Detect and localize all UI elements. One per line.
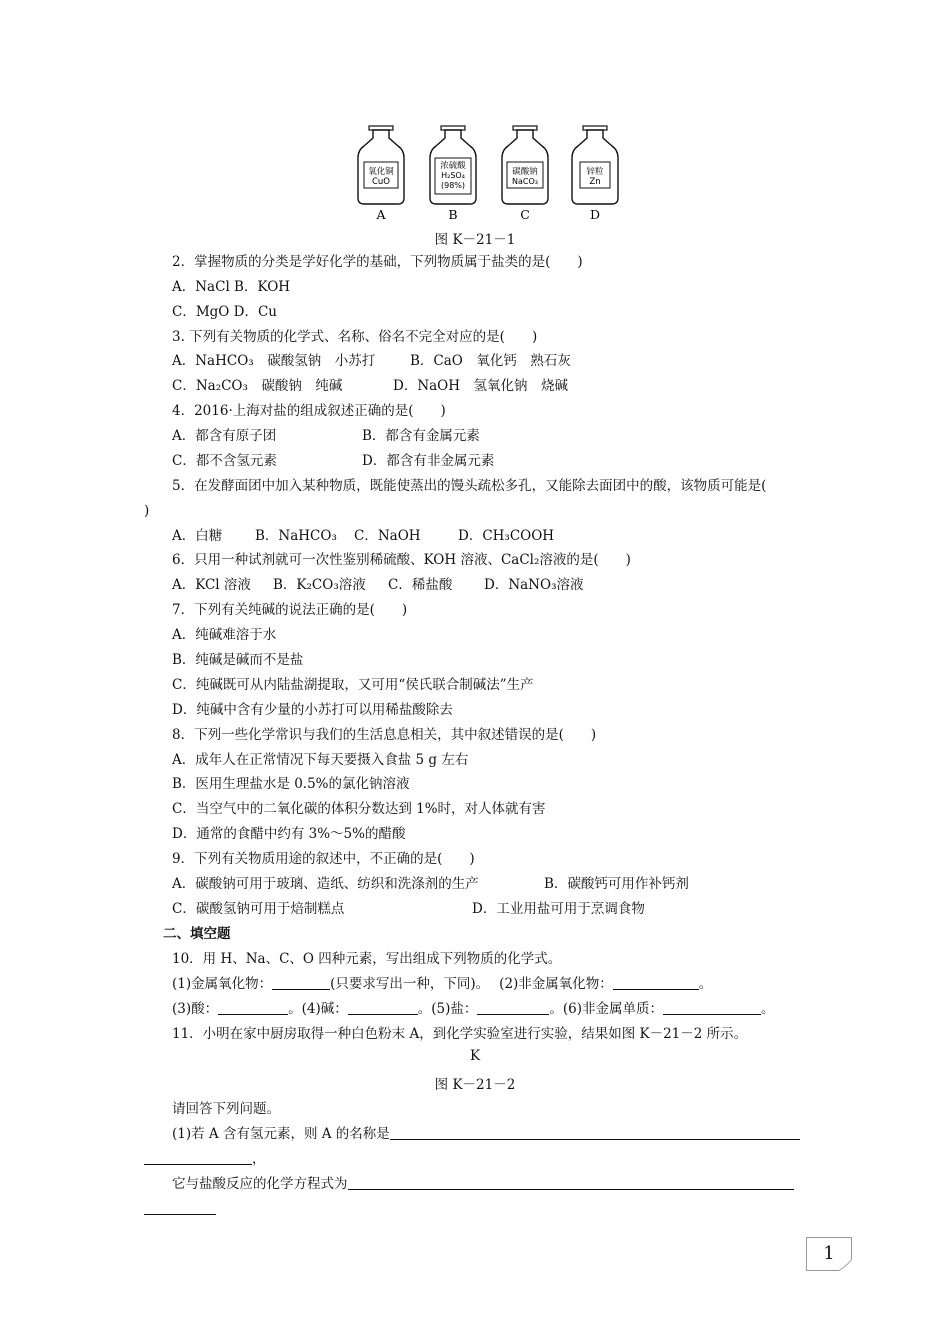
q3-option-c: C．Na₂CO₃ 碳酸钠 纯碱	[172, 378, 343, 394]
q2-stem: 2．掌握物质的分类是学好化学的基础，下列物质属于盐类的是( )	[172, 254, 583, 270]
bottle-c-letter: C	[520, 207, 530, 222]
q10-stem: 10．用 H、Na、C、O 四种元素，写出组成下列物质的化学式。	[172, 951, 562, 967]
figure-k21-2-placeholder: K	[469, 1048, 481, 1064]
q10-salt-label: 。(5)盐：	[417, 1001, 478, 1017]
q11-stem: 11．小明在家中厨房取得一种白色粉末 A，到化学实验室进行实验，结果如图 K－21－2 所示。	[172, 1026, 748, 1042]
q10-base-label: 。(4)碱：	[288, 1001, 348, 1017]
q11-part2-blank[interactable]	[348, 1175, 794, 1190]
q8-option-a: A．成年人在正常情况下每天要摄入食盐 5 g 左右	[172, 752, 469, 768]
bottle-a-letter: A	[376, 207, 386, 222]
q4-option-b: B．都含有金属元素	[362, 428, 480, 444]
q10-metal-oxide-blank[interactable]	[272, 975, 330, 990]
q9-option-c: C．碳酸氢钠可用于焙制糕点	[172, 901, 345, 917]
q11-part2	[172, 1174, 794, 1194]
q3-option-a: A．NaHCO₃ 碳酸氢钠 小苏打	[172, 353, 376, 369]
q10-base-blank[interactable]	[348, 1000, 418, 1015]
bottle-d-formula: Zn	[589, 177, 601, 187]
q11-prompt: 请回答下列问题。	[172, 1101, 280, 1117]
q7-option-c: C．纯碱既可从内陆盐湖提取，又可用“侯氏联合制碱法”生产	[172, 677, 534, 693]
q10-line1	[172, 974, 712, 994]
q11-part2-continued	[144, 1199, 216, 1219]
figure-k21-2-caption: 图 K－21－2	[434, 1077, 516, 1093]
q10-line1-end: 。	[698, 976, 713, 992]
bottle-c-name: 碳酸钠	[512, 167, 538, 177]
bottle-a-name: 氧化铜	[368, 167, 394, 177]
section-fill-in-title: 二、填空题	[163, 926, 231, 942]
q10-acid-blank[interactable]	[218, 1000, 288, 1015]
q8-stem: 8．下列一些化学常识与我们的生活息息相关，其中叙述错误的是( )	[172, 727, 597, 743]
q4-option-d: D．都含有非金属元素	[362, 453, 495, 469]
q5-stem-continued: )	[144, 503, 150, 519]
bottle-d	[572, 126, 618, 222]
q3-option-b: B．CaO 氧化钙 熟石灰	[410, 353, 571, 369]
q4-stem: 4．2016·上海对盐的组成叙述正确的是( )	[172, 403, 446, 419]
q9-stem: 9．下列有关物质用途的叙述中，不正确的是( )	[172, 851, 475, 867]
q3-stem: 3. 下列有关物质的化学式、名称、俗名不完全对应的是( )	[172, 329, 538, 345]
q7-stem: 7．下列有关纯碱的说法正确的是( )	[172, 602, 408, 618]
q11-part1-blank[interactable]	[390, 1125, 800, 1140]
q2-options-cd: C．MgO D．Cu	[172, 304, 278, 320]
q10-note: (只要求写出一种，下同)。	[330, 976, 490, 992]
q11-part1-end: ，	[252, 1151, 266, 1167]
q6-option-b: B．K₂CO₃溶液	[273, 577, 366, 593]
bottle-b-formula: H₂SO₄	[441, 171, 465, 180]
q11-part2-text: 它与盐酸反应的化学方程式为	[172, 1176, 348, 1192]
q10-acid-label: (3)酸：	[172, 1001, 219, 1017]
q7-option-a: A．纯碱难溶于水	[172, 627, 277, 643]
q5-option-b: B．NaHCO₃	[255, 528, 337, 544]
q11-part1-blank-continued[interactable]	[144, 1150, 252, 1165]
q10-line2-end: 。	[761, 1001, 775, 1017]
figure-k21-1-caption: 图 K－21－1	[434, 232, 516, 248]
bottle-b	[430, 126, 476, 222]
q4-option-a: A．都含有原子团	[172, 428, 277, 444]
page-number	[806, 1237, 852, 1271]
bottle-c	[502, 126, 548, 222]
q2-options-ab: A．NaCl B．KOH	[172, 279, 291, 295]
q10-nonmetal-oxide-blank[interactable]	[613, 975, 699, 990]
q9-option-a: A．碳酸钠可用于玻璃、造纸、纺织和洗涤剂的生产	[172, 876, 479, 892]
q8-option-c: C．当空气中的二氧化碳的体积分数达到 1%时，对人体就有害	[172, 801, 546, 817]
q10-line2	[172, 999, 775, 1019]
q8-option-b: B．医用生理盐水是 0.5%的氯化钠溶液	[172, 776, 410, 792]
q10-salt-blank[interactable]	[477, 1000, 549, 1015]
q11-part1-text: (1)若 A 含有氢元素，则 A 的名称是	[172, 1126, 390, 1142]
bottle-d-name: 锌粒	[586, 167, 604, 177]
bottle-d-letter: D	[589, 207, 601, 222]
q6-stem: 6．只用一种试剂就可一次性鉴别稀硫酸、KOH 溶液、CaCl₂溶液的是( )	[172, 552, 631, 568]
q11-part1	[172, 1124, 800, 1144]
q10-nonmetal-element-label: 。(6)非金属单质：	[549, 1001, 663, 1017]
q11-part1-continued	[144, 1149, 266, 1169]
q5-option-a: A．白糖	[172, 528, 223, 544]
q9-option-d: D．工业用盐可用于烹调食物	[472, 901, 645, 917]
q5-option-d: D．CH₃COOH	[458, 528, 555, 544]
q6-option-d: D．NaNO₃溶液	[484, 577, 584, 593]
bottle-b-name: 浓硫酸	[440, 161, 466, 171]
bottle-c-formula: NaCO₃	[512, 177, 538, 186]
q7-option-d: D．纯碱中含有少量的小苏打可以用稀盐酸除去	[172, 702, 453, 718]
q11-part2-blank-continued[interactable]	[144, 1200, 216, 1215]
q3-option-d: D．NaOH 氢氧化钠 烧碱	[393, 378, 569, 394]
q10-metal-oxide-label: (1)金属氧化物：	[172, 976, 273, 992]
bottle-a	[358, 126, 404, 222]
q5-stem: 5．在发酵面团中加入某种物质，既能使蒸出的馒头疏松多孔，又能除去面团中的酸，该物质可能是(	[172, 478, 767, 494]
bottle-b-letter: B	[448, 207, 458, 222]
page-curl-icon	[838, 1259, 852, 1271]
q4-option-c: C．都不含氢元素	[172, 453, 277, 469]
q5-option-c: C．NaOH	[354, 528, 421, 544]
reagent-bottles-figure	[350, 122, 630, 232]
q7-option-b: B．纯碱是碱而不是盐	[172, 652, 304, 668]
q6-option-c: C．稀盐酸	[388, 577, 453, 593]
q10-nonmetal-oxide-label: (2)非金属氧化物：	[499, 976, 613, 992]
bottle-a-formula: CuO	[371, 177, 391, 187]
q9-option-b: B．碳酸钙可用作补钙剂	[544, 876, 689, 892]
q10-nonmetal-element-blank[interactable]	[663, 1000, 761, 1015]
page-number-text: 1	[823, 1243, 835, 1264]
q6-option-a: A．KCl 溶液	[172, 577, 251, 593]
bottle-b-concentration: (98%)	[440, 181, 466, 190]
q8-option-d: D．通常的食醋中约有 3%～5%的醋酸	[172, 826, 406, 842]
